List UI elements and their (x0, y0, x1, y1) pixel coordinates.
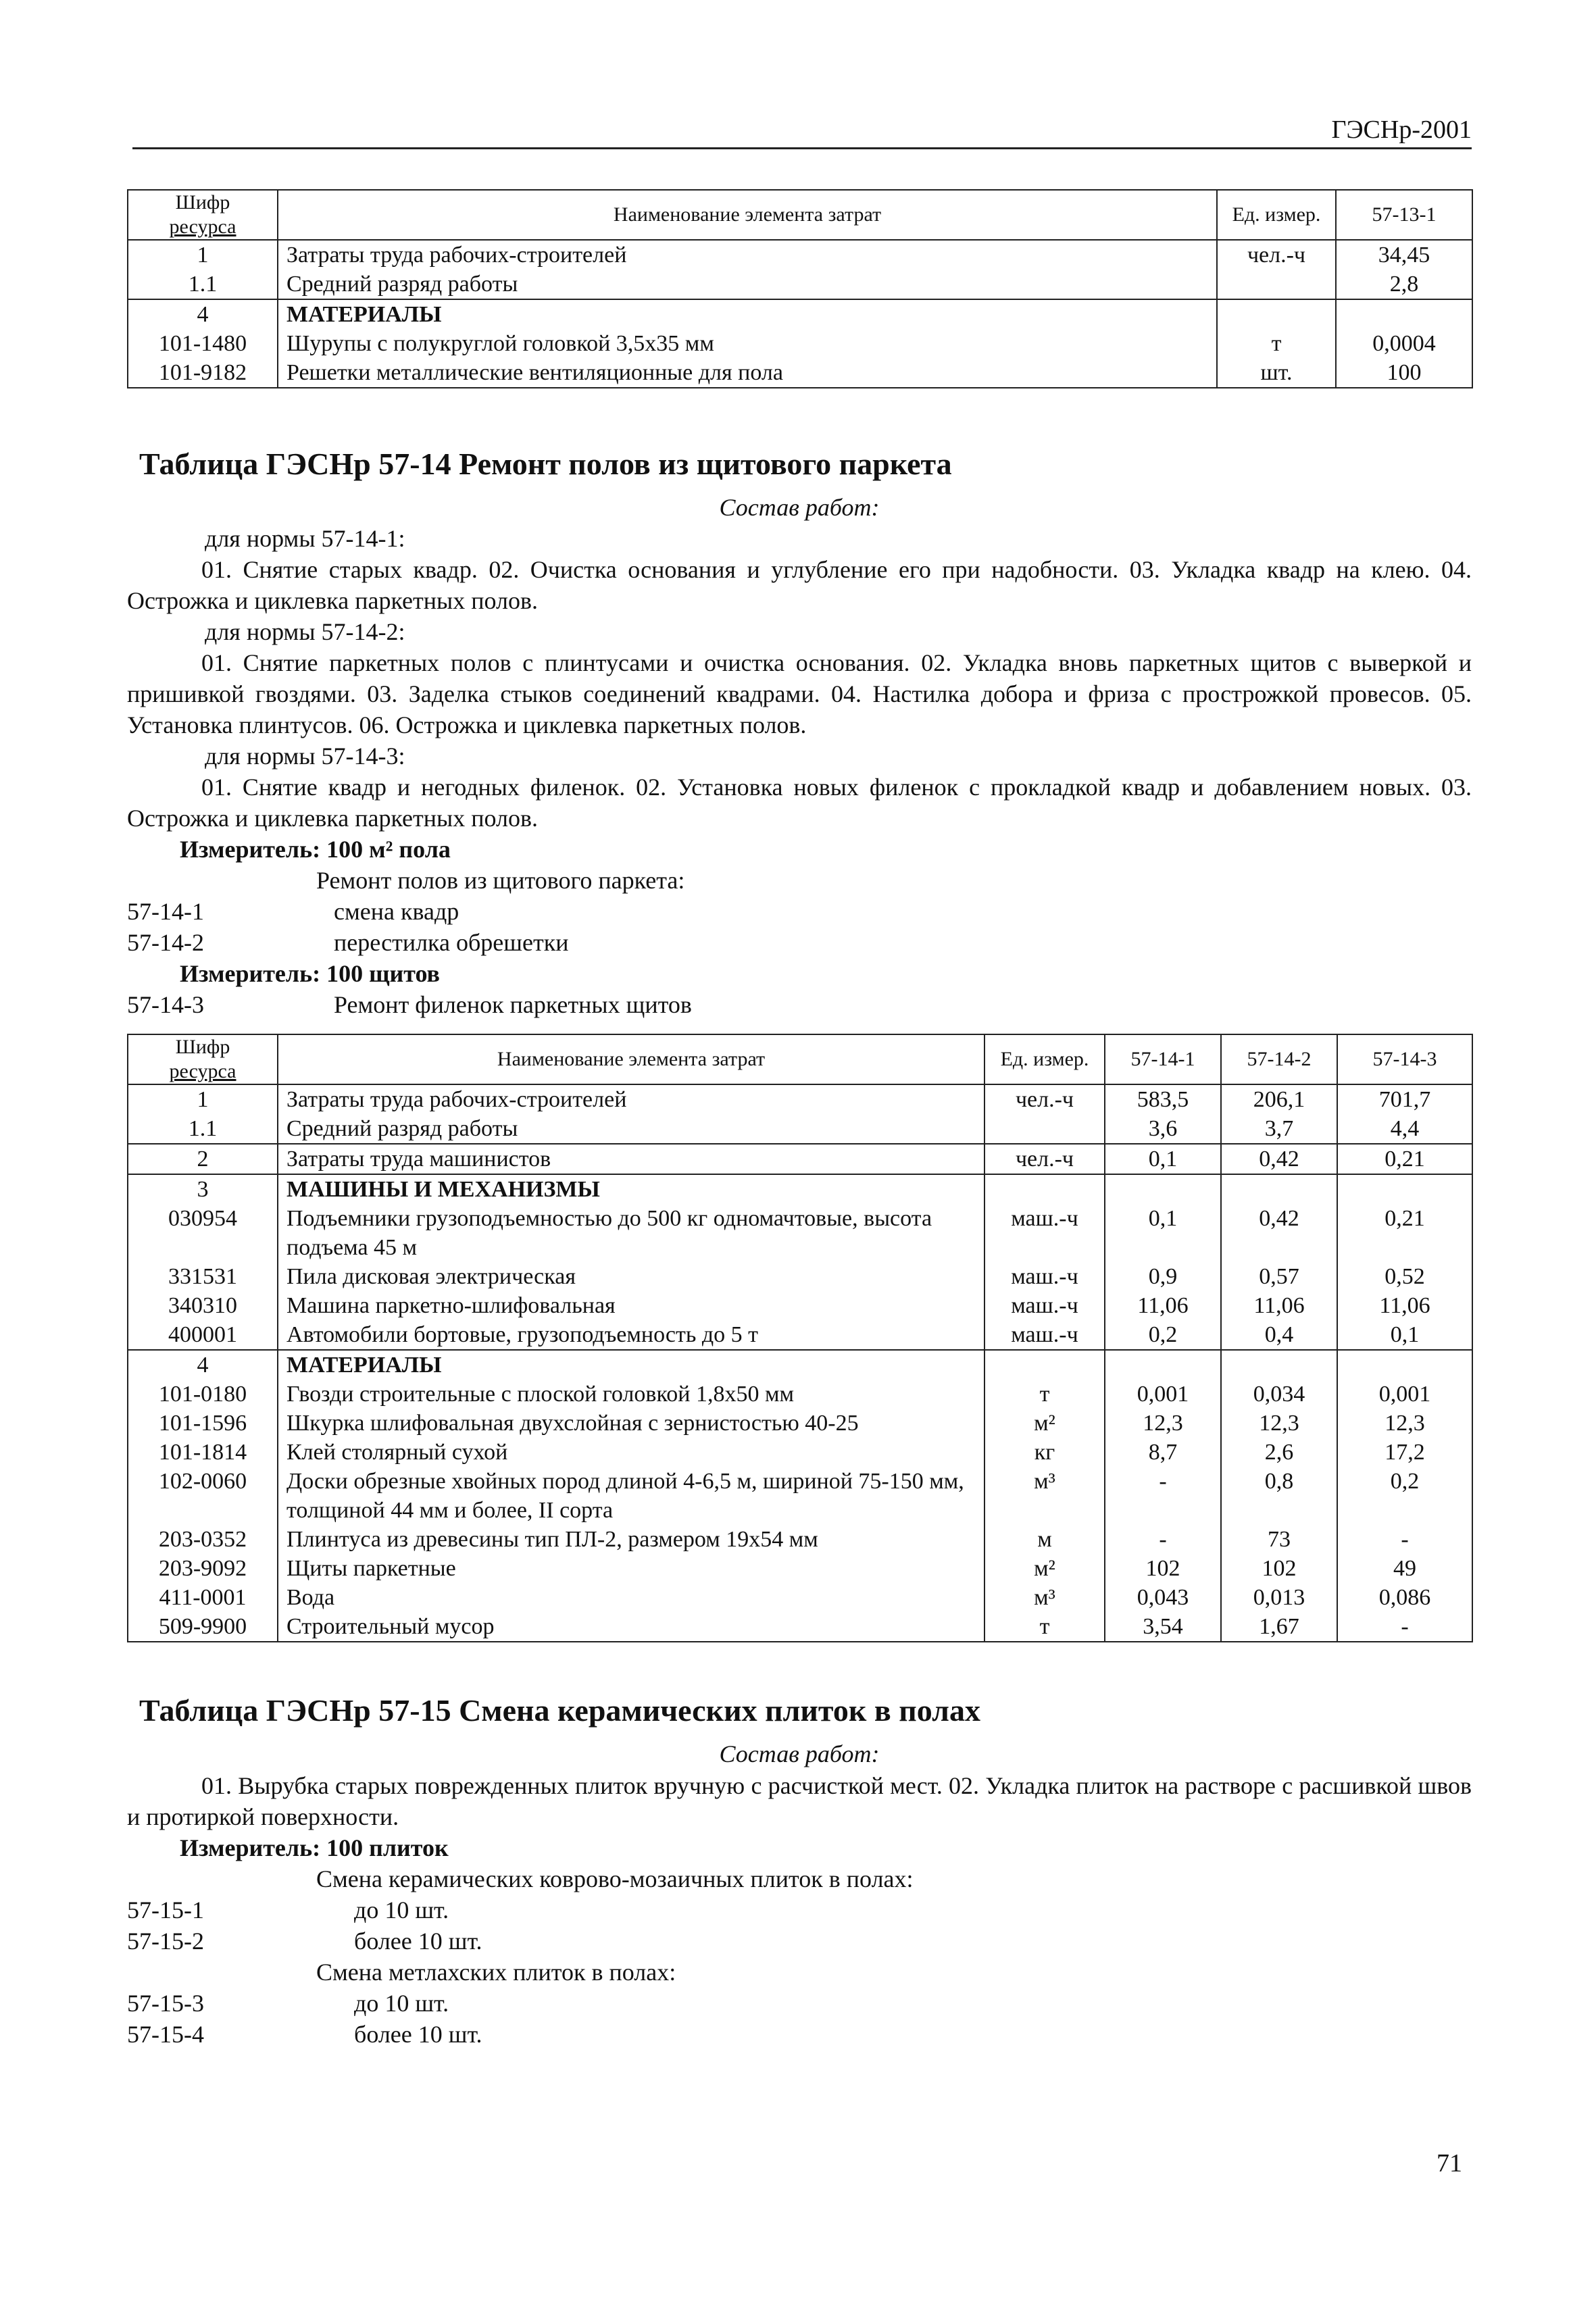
cell-unit: чел.-ч (984, 1144, 1105, 1174)
document-code: ГЭСНр-2001 (1331, 116, 1472, 144)
cell-value: 11,06 (1105, 1291, 1221, 1320)
cell-cipher: 1 (128, 240, 278, 270)
table-row (128, 1409, 1472, 1438)
page-number: 71 (1437, 2149, 1462, 2178)
header-cipher-line2: ресурса (169, 216, 236, 238)
resource-table-57-13 (127, 189, 1473, 388)
cell-value: 0,1 (1105, 1204, 1221, 1262)
variant-row (127, 2019, 1472, 2050)
norm-text: 01. Снятие старых квадр. 02. Очистка основания и углубление его при надобности. 03. Укладка квадр на клею. 04. Острожка и циклевка паркетных полов. (127, 556, 1472, 614)
table-row (128, 299, 1472, 329)
variant-code: 57-15-1 (127, 1896, 204, 1923)
table-row (128, 240, 1472, 270)
cell-value: 12,3 (1105, 1409, 1221, 1438)
cell-name: Доски обрезные хвойных пород длиной 4-6,5 м, шириной 75-150 мм, толщиной 44 мм и более, II сорта (278, 1467, 984, 1525)
variant-code: 57-14-3 (127, 991, 204, 1018)
cell-unit (1217, 270, 1336, 299)
variant-row (127, 1894, 1472, 1926)
header-name: Наименование элемента затрат (278, 1034, 984, 1084)
table-row (128, 1525, 1472, 1554)
cell-value: 102 (1221, 1554, 1337, 1583)
cell-value: 0,42 (1221, 1204, 1337, 1262)
variant-group-title: Смена керамических коврово-мозаичных плиток в полах: (316, 1865, 914, 1892)
cell-value: 3,7 (1221, 1114, 1337, 1144)
header-unit: Ед. измер. (984, 1034, 1105, 1084)
table-row (128, 1612, 1472, 1642)
header-cipher-line1: Шифр (175, 1036, 230, 1058)
cell-unit (984, 1350, 1105, 1380)
cell-cipher: 101-1596 (128, 1409, 278, 1438)
cell-value: - (1337, 1612, 1472, 1642)
norm-label: для нормы 57-14-2: (205, 618, 405, 645)
cell-value: 49 (1337, 1554, 1472, 1583)
norm-text: 01. Вырубка старых поврежденных плиток вручную с расчисткой мест. 02. Укладка плиток на растворе с расшивкой швов и протиркой поверхности. (127, 1772, 1472, 1830)
cell-name: Вода (278, 1583, 984, 1612)
cell-unit: маш.-ч (984, 1320, 1105, 1350)
cell-cipher: 3 (128, 1174, 278, 1204)
cell-value: 701,7 (1337, 1084, 1472, 1114)
cell-name: Затраты труда машинистов (278, 1144, 984, 1174)
cell-name: Клей столярный сухой (278, 1438, 984, 1467)
cell-value: 2,6 (1221, 1438, 1337, 1467)
cell-unit (984, 1174, 1105, 1204)
cell-cipher: 101-1814 (128, 1438, 278, 1467)
cell-value: 0,2 (1105, 1320, 1221, 1350)
variant-group-title: Смена метлахских плиток в полах: (316, 1959, 676, 1986)
cell-unit: м (984, 1525, 1105, 1554)
table-row (128, 1174, 1472, 1204)
cell-name: Затраты труда рабочих-строителей (278, 1084, 984, 1114)
cell-value: 3,54 (1105, 1612, 1221, 1642)
cell-name: Шурупы с полукруглой головкой 3,5x35 мм (278, 329, 1217, 358)
cell-name: МАТЕРИАЛЫ (278, 1350, 984, 1380)
composition-label: Состав работ: (719, 1740, 880, 1767)
cell-value: 4,4 (1337, 1114, 1472, 1144)
cell-cipher: 1.1 (128, 270, 278, 299)
cell-value: 0,0004 (1336, 329, 1472, 358)
table-row (128, 1291, 1472, 1320)
cell-cipher: 509-9900 (128, 1612, 278, 1642)
variant-row (127, 1926, 1472, 1957)
cell-value: 2,8 (1336, 270, 1472, 299)
variant-code: 57-14-2 (127, 929, 204, 956)
cell-name: Решетки металлические вентиляционные для пола (278, 358, 1217, 388)
cell-value: 0,21 (1337, 1144, 1472, 1174)
cell-name: Плинтуса из древесины тип ПЛ-2, размером 19x54 мм (278, 1525, 984, 1554)
variant-text: более 10 шт. (354, 2021, 482, 2048)
cell-name: МАШИНЫ И МЕХАНИЗМЫ (278, 1174, 984, 1204)
cell-value: 3,6 (1105, 1114, 1221, 1144)
cell-value: 17,2 (1337, 1438, 1472, 1467)
variant-text: перестилка обрешетки (334, 929, 569, 956)
cell-value: 102 (1105, 1554, 1221, 1583)
cell-value (1221, 1174, 1337, 1204)
cell-value: 0,57 (1221, 1262, 1337, 1291)
variant-code: 57-15-2 (127, 1928, 204, 1955)
cell-value: 73 (1221, 1525, 1337, 1554)
cell-cipher: 4 (128, 299, 278, 329)
cell-cipher: 411-0001 (128, 1583, 278, 1612)
cell-unit: шт. (1217, 358, 1336, 388)
table-row (128, 1554, 1472, 1583)
header-cipher (128, 1034, 278, 1084)
cell-value: 0,9 (1105, 1262, 1221, 1291)
measure-unit: Измеритель: 100 м² пола (180, 836, 451, 863)
cell-value: 0,001 (1337, 1380, 1472, 1409)
header-cipher-line1: Шифр (175, 191, 230, 213)
cell-cipher: 331531 (128, 1262, 278, 1291)
table-row (128, 1350, 1472, 1380)
cell-unit: чел.-ч (1217, 240, 1336, 270)
header-norm: 57-14-2 (1221, 1034, 1337, 1084)
header-unit: Ед. измер. (1217, 190, 1336, 240)
cell-value: 8,7 (1105, 1438, 1221, 1467)
cell-value: 0,1 (1337, 1320, 1472, 1350)
header-norm: 57-13-1 (1336, 190, 1472, 240)
cell-cipher: 2 (128, 1144, 278, 1174)
norm-label: для нормы 57-14-1: (205, 525, 405, 552)
cell-value (1336, 299, 1472, 329)
cell-cipher: 101-1480 (128, 329, 278, 358)
section-title-57-15: Таблица ГЭСНр 57-15 Смена керамических плиток в полах (139, 1693, 980, 1728)
cell-value: 1,67 (1221, 1612, 1337, 1642)
resource-table-57-14 (127, 1034, 1473, 1642)
cell-value (1105, 1350, 1221, 1380)
cell-value: - (1105, 1467, 1221, 1525)
cell-unit: чел.-ч (984, 1084, 1105, 1114)
cell-value: 12,3 (1221, 1409, 1337, 1438)
cell-value: 12,3 (1337, 1409, 1472, 1438)
cell-value: 0,8 (1221, 1467, 1337, 1525)
measure-unit: Измеритель: 100 щитов (180, 960, 440, 987)
cell-value: 0,21 (1337, 1204, 1472, 1262)
table-row (128, 1084, 1472, 1114)
table-row (128, 358, 1472, 388)
cell-value: 0,42 (1221, 1144, 1337, 1174)
cell-unit: маш.-ч (984, 1262, 1105, 1291)
cell-value: - (1337, 1525, 1472, 1554)
cell-cipher: 203-0352 (128, 1525, 278, 1554)
cell-name: Средний разряд работы (278, 270, 1217, 299)
cell-cipher: 1 (128, 1084, 278, 1114)
header-name: Наименование элемента затрат (278, 190, 1217, 240)
variant-text: до 10 шт. (354, 1896, 449, 1923)
cell-unit (984, 1114, 1105, 1144)
variant-row (127, 927, 1472, 958)
table-row (128, 1380, 1472, 1409)
cell-value: 0,086 (1337, 1583, 1472, 1612)
header-norm: 57-14-1 (1105, 1034, 1221, 1084)
header-norm: 57-14-3 (1337, 1034, 1472, 1084)
table-row (128, 1583, 1472, 1612)
composition-57-15 (127, 1770, 1472, 2050)
cell-unit: маш.-ч (984, 1291, 1105, 1320)
cell-value: 11,06 (1221, 1291, 1337, 1320)
cell-unit: т (1217, 329, 1336, 358)
composition-57-14 (127, 523, 1472, 1020)
cell-cipher: 340310 (128, 1291, 278, 1320)
cell-value: 0,034 (1221, 1380, 1337, 1409)
cell-unit: т (984, 1612, 1105, 1642)
cell-value (1337, 1174, 1472, 1204)
variant-code: 57-15-4 (127, 2021, 204, 2048)
cell-cipher: 203-9092 (128, 1554, 278, 1583)
table-row (128, 1438, 1472, 1467)
cell-cipher: 4 (128, 1350, 278, 1380)
cell-value: 0,1 (1105, 1144, 1221, 1174)
variant-group-title: Ремонт полов из щитового паркета: (316, 867, 685, 894)
cell-value: 34,45 (1336, 240, 1472, 270)
table-row (128, 1204, 1472, 1262)
table-header-row (128, 190, 1472, 240)
cell-name: Машина паркетно-шлифовальная (278, 1291, 984, 1320)
section-title-57-14: Таблица ГЭСНр 57-14 Ремонт полов из щитового паркета (139, 447, 952, 481)
cell-unit: м³ (984, 1583, 1105, 1612)
cell-cipher: 101-0180 (128, 1380, 278, 1409)
cell-name: Затраты труда рабочих-строителей (278, 240, 1217, 270)
cell-value: 11,06 (1337, 1291, 1472, 1320)
cell-value: 583,5 (1105, 1084, 1221, 1114)
cell-unit: маш.-ч (984, 1204, 1105, 1262)
header-cipher-line2: ресурса (169, 1060, 236, 1082)
variant-text: до 10 шт. (354, 1990, 449, 2017)
cell-value: 100 (1336, 358, 1472, 388)
table-row (128, 1144, 1472, 1174)
norm-label: для нормы 57-14-3: (205, 743, 405, 770)
cell-name: Автомобили бортовые, грузоподъемность до 5 т (278, 1320, 984, 1350)
cell-value: 0,043 (1105, 1583, 1221, 1612)
cell-value: - (1105, 1525, 1221, 1554)
cell-cipher: 030954 (128, 1204, 278, 1262)
header-rule (132, 147, 1472, 149)
table-row (128, 1262, 1472, 1291)
variant-row (127, 989, 1472, 1020)
cell-name: Подъемники грузоподъемностью до 500 кг одномачтовые, высота подъема 45 м (278, 1204, 984, 1262)
table-row (128, 1114, 1472, 1144)
cell-value (1337, 1350, 1472, 1380)
variant-text: смена квадр (334, 898, 459, 925)
table-row (128, 329, 1472, 358)
table-row (128, 1320, 1472, 1350)
cell-name: Строительный мусор (278, 1612, 984, 1642)
cell-unit: м² (984, 1409, 1105, 1438)
variant-code: 57-14-1 (127, 898, 204, 925)
cell-unit: м³ (984, 1467, 1105, 1525)
cell-value: 0,2 (1337, 1467, 1472, 1525)
cell-value (1221, 1350, 1337, 1380)
cell-value (1105, 1174, 1221, 1204)
cell-name: Щиты паркетные (278, 1554, 984, 1583)
cell-cipher: 1.1 (128, 1114, 278, 1144)
cell-value: 0,4 (1221, 1320, 1337, 1350)
cell-name: Пила дисковая электрическая (278, 1262, 984, 1291)
table-row (128, 270, 1472, 299)
variant-row (127, 896, 1472, 927)
cell-name: МАТЕРИАЛЫ (278, 299, 1217, 329)
cell-unit (1217, 299, 1336, 329)
cell-cipher: 101-9182 (128, 358, 278, 388)
cell-value: 206,1 (1221, 1084, 1337, 1114)
variant-row (127, 1988, 1472, 2019)
cell-value: 0,013 (1221, 1583, 1337, 1612)
cell-cipher: 102-0060 (128, 1467, 278, 1525)
norm-text: 01. Снятие паркетных полов с плинтусами и очистка основания. 02. Укладка вновь паркетных щитов с выверкой и пришивкой гвоздями. 03. Заделка стыков соединений квадрами. 04. Настилка добора и фриза с прострожкой провесов. 05. Установка плинтусов. 06. Острожка и циклевка паркетных полов. (127, 649, 1472, 738)
cell-cipher: 400001 (128, 1320, 278, 1350)
composition-label: Состав работ: (719, 494, 880, 521)
header-cipher (128, 190, 278, 240)
cell-unit: кг (984, 1438, 1105, 1467)
measure-unit: Измеритель: 100 плиток (180, 1834, 449, 1861)
variant-text: Ремонт филенок паркетных щитов (334, 991, 692, 1018)
cell-unit: м² (984, 1554, 1105, 1583)
norm-text: 01. Снятие квадр и негодных филенок. 02. Установка новых филенок с прокладкой квадр и добавлением новых. 03. Острожка и циклевка паркетных полов. (127, 774, 1472, 832)
cell-name: Гвозди строительные с плоской головкой 1,8x50 мм (278, 1380, 984, 1409)
table-header-row (128, 1034, 1472, 1084)
cell-name: Средний разряд работы (278, 1114, 984, 1144)
variant-text: более 10 шт. (354, 1928, 482, 1955)
cell-unit: т (984, 1380, 1105, 1409)
cell-value: 0,001 (1105, 1380, 1221, 1409)
cell-value: 0,52 (1337, 1262, 1472, 1291)
variant-code: 57-15-3 (127, 1990, 204, 2017)
table-row (128, 1467, 1472, 1525)
cell-name: Шкурка шлифовальная двухслойная с зернистостью 40-25 (278, 1409, 984, 1438)
